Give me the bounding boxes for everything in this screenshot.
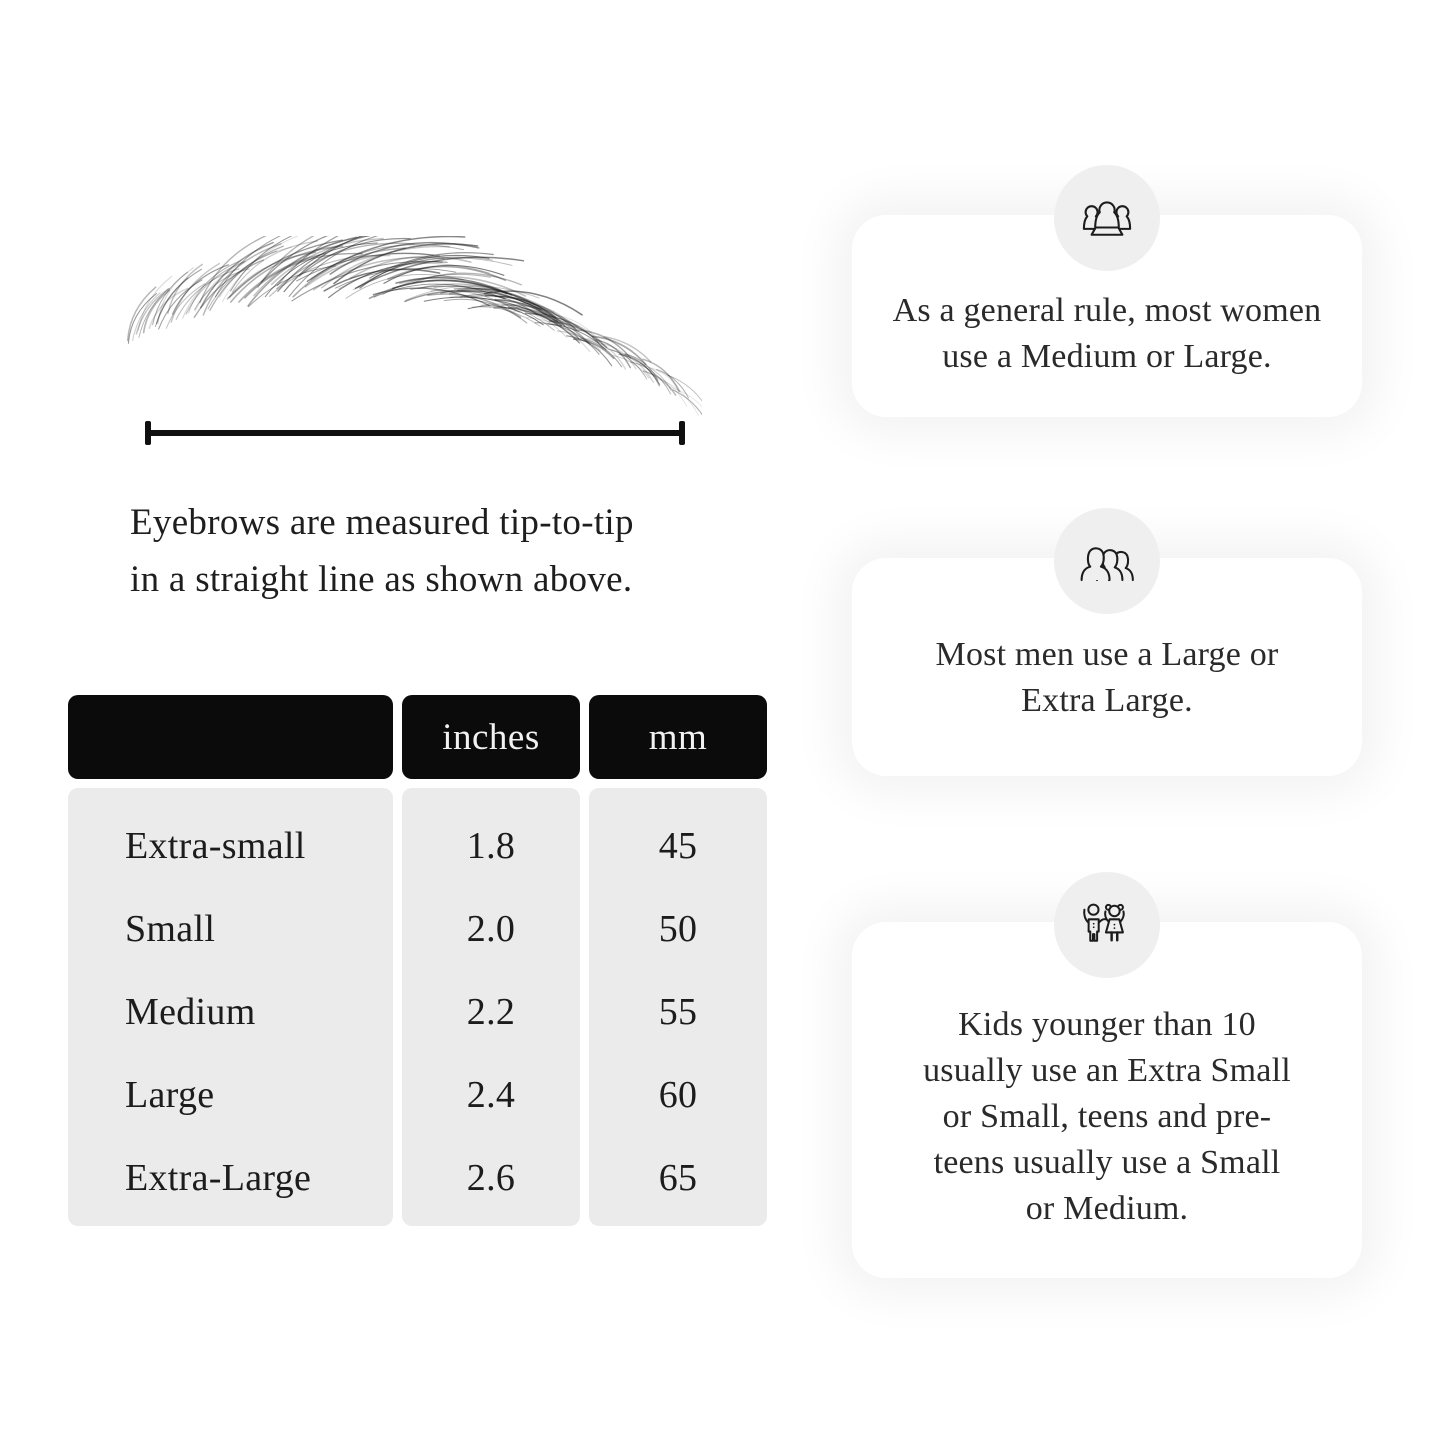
inches-column	[402, 788, 580, 1226]
inches-cell: 2.4	[466, 1073, 516, 1116]
mm-column	[589, 788, 767, 1226]
women-group-icon	[1054, 165, 1160, 271]
inches-cell: 1.8	[466, 824, 516, 867]
measurement-bar	[147, 430, 683, 436]
measurement-caption	[130, 494, 634, 608]
size-cell: Medium	[125, 990, 256, 1033]
size-cell: Small	[125, 907, 216, 950]
card-text-women: As a general rule, most women use a Medium or Large.	[892, 292, 1322, 375]
kids-icon-glyph	[1079, 900, 1135, 950]
info-card-kids	[852, 922, 1362, 1278]
mm-cell: 65	[658, 1156, 698, 1199]
measurement-right-tick	[679, 421, 685, 445]
size-column	[68, 788, 393, 1226]
mm-column-header: mm	[589, 695, 767, 779]
mm-cell: 60	[658, 1073, 698, 1116]
women-group-icon-glyph	[1078, 196, 1136, 240]
size-cell: Large	[125, 1073, 215, 1116]
inches-column-header: inches	[402, 695, 580, 779]
measurement-line	[145, 421, 685, 445]
caption-line-2: in a straight line as shown above.	[130, 559, 633, 600]
inches-cell: 2.2	[466, 990, 516, 1033]
eyebrow-illustration	[112, 236, 702, 422]
card-text-kids: Kids younger than 10 usually use an Extra Small or Small, teens and pre-teens usually use a Small or Medium.	[923, 1006, 1291, 1227]
info-card-men	[852, 558, 1362, 776]
mm-cell: 45	[658, 824, 698, 867]
men-group-icon-glyph	[1078, 540, 1136, 582]
size-column-header	[68, 695, 393, 779]
card-text-men: Most men use a Large or Extra Large.	[935, 636, 1279, 719]
men-group-icon	[1054, 508, 1160, 614]
inches-cell: 2.6	[466, 1156, 516, 1199]
kids-icon	[1054, 872, 1160, 978]
size-cell: Extra-Large	[125, 1156, 312, 1199]
size-table	[68, 695, 767, 1226]
caption-line-1: Eyebrows are measured tip-to-tip	[130, 502, 634, 543]
size-cell: Extra-small	[125, 824, 306, 867]
mm-cell: 50	[658, 907, 698, 950]
info-card-women	[852, 215, 1362, 417]
mm-cell: 55	[658, 990, 698, 1033]
inches-cell: 2.0	[466, 907, 516, 950]
